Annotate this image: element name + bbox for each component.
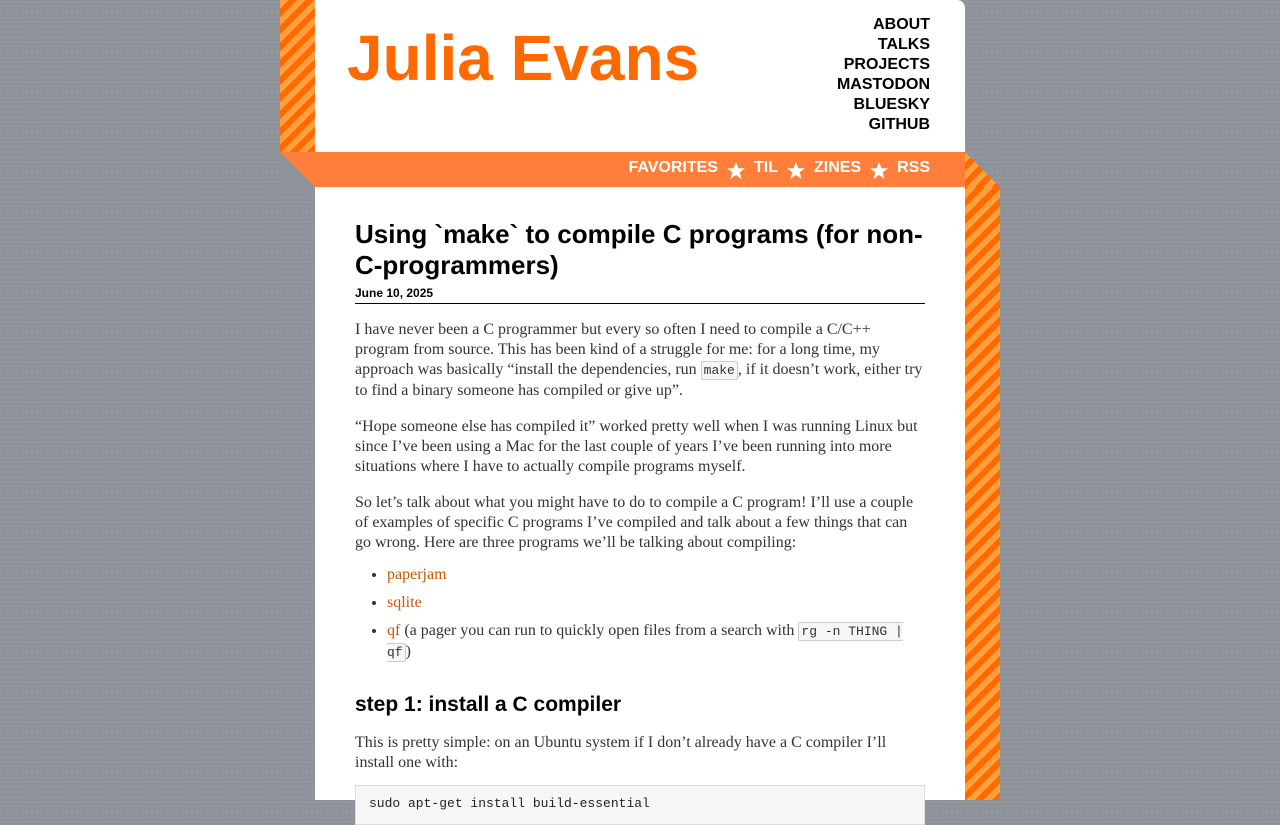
nav-projects-link[interactable]: PROJECTS [843,56,930,73]
nav-about-link[interactable]: ABOUT [873,16,930,33]
list-item [387,565,925,585]
list-item [387,593,925,613]
site-title-link[interactable]: Julia Evans [347,22,700,94]
paragraph-step1: This is pretty simple: on an Ubuntu system if I don’t already have a C compiler I’ll install one with: [355,734,887,771]
nav-bluesky-link[interactable]: BLUESKY [853,96,930,113]
nav-favorites-link[interactable]: FAVORITES [628,158,718,176]
paragraph-text: , if it doesn’t work, either try to find a binary someone has compiled or give up”. [355,361,923,399]
list-item-text: ) [405,643,411,660]
qf-link[interactable]: qf [387,622,401,639]
nav-til-link[interactable]: TIL [753,158,778,176]
nav-mastodon-link[interactable]: MASTODON [836,76,930,93]
right-decorative-stripe [965,187,1000,800]
list-item [387,621,925,663]
paragraph-third: So let’s talk about what you might have to do to compile a C program! I’ll use a couple of examples of specific C programs I’ve compiled and talk about a few things that can go wrong. Here are three programs we’ll be talking about compiling: [355,494,914,551]
paragraph-second: “Hope someone else has compiled it” worked pretty well when I was running Linux but since I’ve been using a Mac for the last couple of years I’ve been running into more situations where I have to actually compile programs myself. [355,418,918,475]
secondary-navigation [628,152,930,187]
main-content [315,187,965,811]
inline-code-make: make [701,361,738,380]
star-icon [786,161,806,181]
section-heading-step1: step 1: install a C compiler [355,693,622,716]
left-decorative-stripe [280,0,315,152]
star-icon [726,161,746,181]
orange-nav-band [280,152,1000,187]
paperjam-link[interactable]: paperjam [387,566,447,583]
list-item-text: (a pager you can run to quickly open files from a search with [400,622,799,639]
inline-code-rg: rg -n THING | qf [387,624,903,660]
blog-post [355,219,925,825]
nav-talks-link[interactable]: TALKS [877,36,930,53]
paragraph-intro [355,320,925,401]
nav-zines-link[interactable]: ZINES [813,158,862,176]
nav-github-link[interactable]: GITHUB [868,116,930,133]
star-icon [869,161,889,181]
program-list [355,565,925,663]
sqlite-link[interactable]: sqlite [387,594,422,611]
paragraph-text: I have never been a C programmer but every so often I need to compile a C/C++ program from source. This has been kind of a struggle for me: for a long time, my approach was basically “install the dependencies, run [355,321,880,378]
site-header [315,0,965,152]
code-block: sudo apt-get install build-essential [355,785,925,825]
nav-rss-link[interactable]: RSS [897,158,930,176]
post-date: June 10, 2025 [355,286,925,304]
top-navigation [837,15,930,135]
post-title: Using `make` to compile C programs (for non-C-programmers) [355,219,923,280]
